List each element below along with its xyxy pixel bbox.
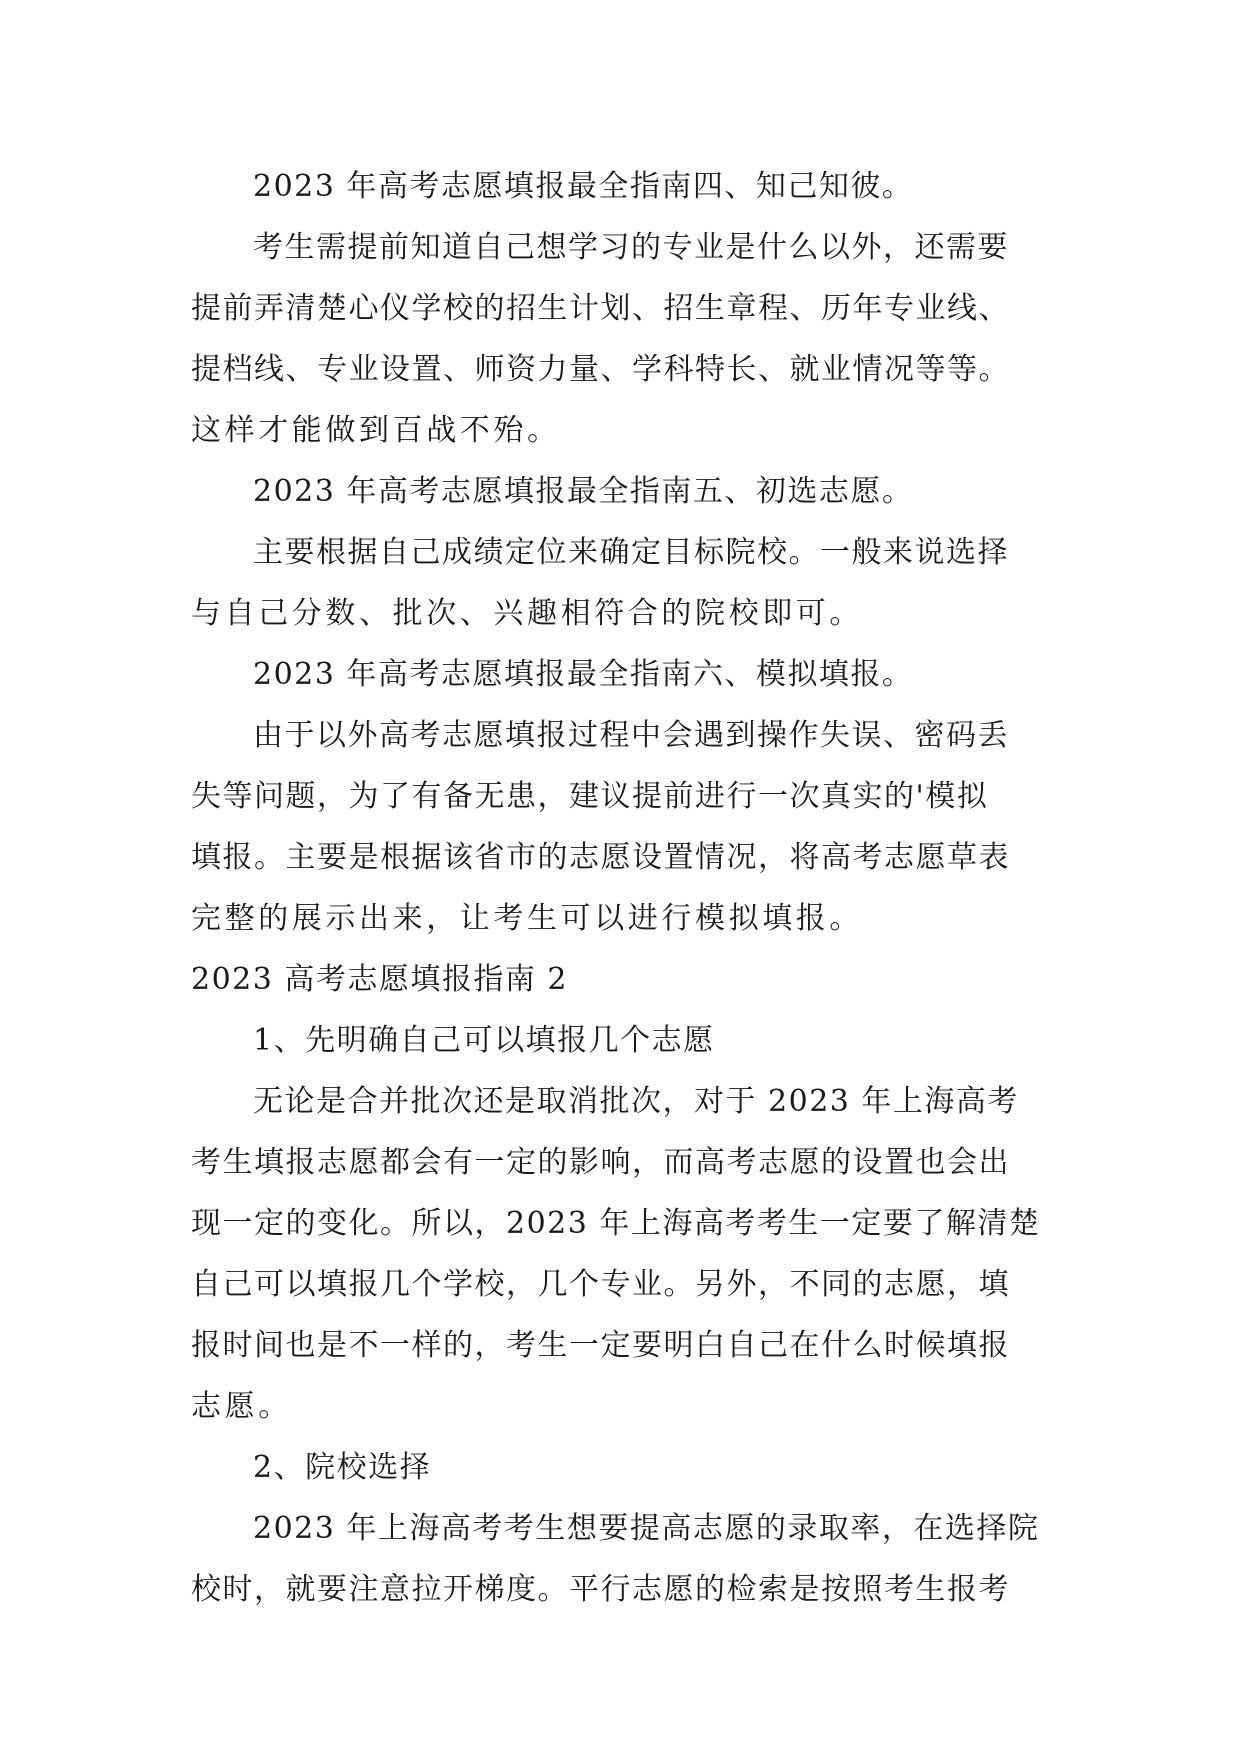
- paragraph-line: 自己可以填报几个学校，几个专业。另外，不同的志愿，填: [191, 1267, 1010, 1302]
- paragraph-line: 报时间也是不一样的，考生一定要明白自己在什么时候填报: [191, 1328, 1010, 1363]
- subsection-heading: 2、院校选择: [253, 1450, 432, 1485]
- subsection-heading: 1、先明确自己可以填报几个志愿: [253, 1023, 715, 1058]
- paragraph-line: 2023 年上海高考考生想要提高志愿的录取率，在选择院: [253, 1511, 1040, 1546]
- paragraph-line: 这样才能做到百战不殆。: [191, 413, 561, 448]
- paragraph-line: 考生填报志愿都会有一定的影响，而高考志愿的设置也会出: [191, 1145, 1010, 1180]
- paragraph-line: 由于以外高考志愿填报过程中会遇到操作失误、密码丢: [253, 718, 1009, 753]
- paragraph-line: 现一定的变化。所以，2023 年上海高考考生一定要了解清楚: [191, 1206, 1041, 1241]
- heading-guide-4: 2023 年高考志愿填报最全指南四、知己知彼。: [253, 169, 914, 204]
- heading-guide-5: 2023 年高考志愿填报最全指南五、初选志愿。: [253, 474, 914, 509]
- paragraph-line: 无论是合并批次还是取消批次，对于 2023 年上海高考: [253, 1084, 1019, 1119]
- paragraph-line: 志愿。: [191, 1389, 292, 1424]
- heading-guide-6: 2023 年高考志愿填报最全指南六、模拟填报。: [253, 657, 914, 692]
- section-title: 2023 高考志愿填报指南 2: [191, 962, 569, 997]
- paragraph-line: 填报。主要是根据该省市的志愿设置情况，将高考志愿草表: [191, 840, 1010, 875]
- paragraph-line: 失等问题，为了有备无患，建议提前进行一次真实的'模拟: [191, 779, 989, 814]
- paragraph-line: 提档线、专业设置、师资力量、学科特长、就业情况等等。: [191, 352, 1010, 387]
- paragraph-line: 与自己分数、批次、兴趣相符合的院校即可。: [191, 596, 863, 631]
- paragraph-line: 考生需提前知道自己想学习的专业是什么以外，还需要: [253, 230, 1009, 265]
- paragraph-line: 校时，就要注意拉开梯度。平行志愿的检索是按照考生报考: [191, 1572, 1010, 1607]
- paragraph-line: 完整的展示出来，让考生可以进行模拟填报。: [191, 901, 863, 936]
- paragraph-line: 主要根据自己成绩定位来确定目标院校。一般来说选择: [253, 535, 1009, 570]
- paragraph-line: 提前弄清楚心仪学校的招生计划、招生章程、历年专业线、: [191, 291, 1010, 326]
